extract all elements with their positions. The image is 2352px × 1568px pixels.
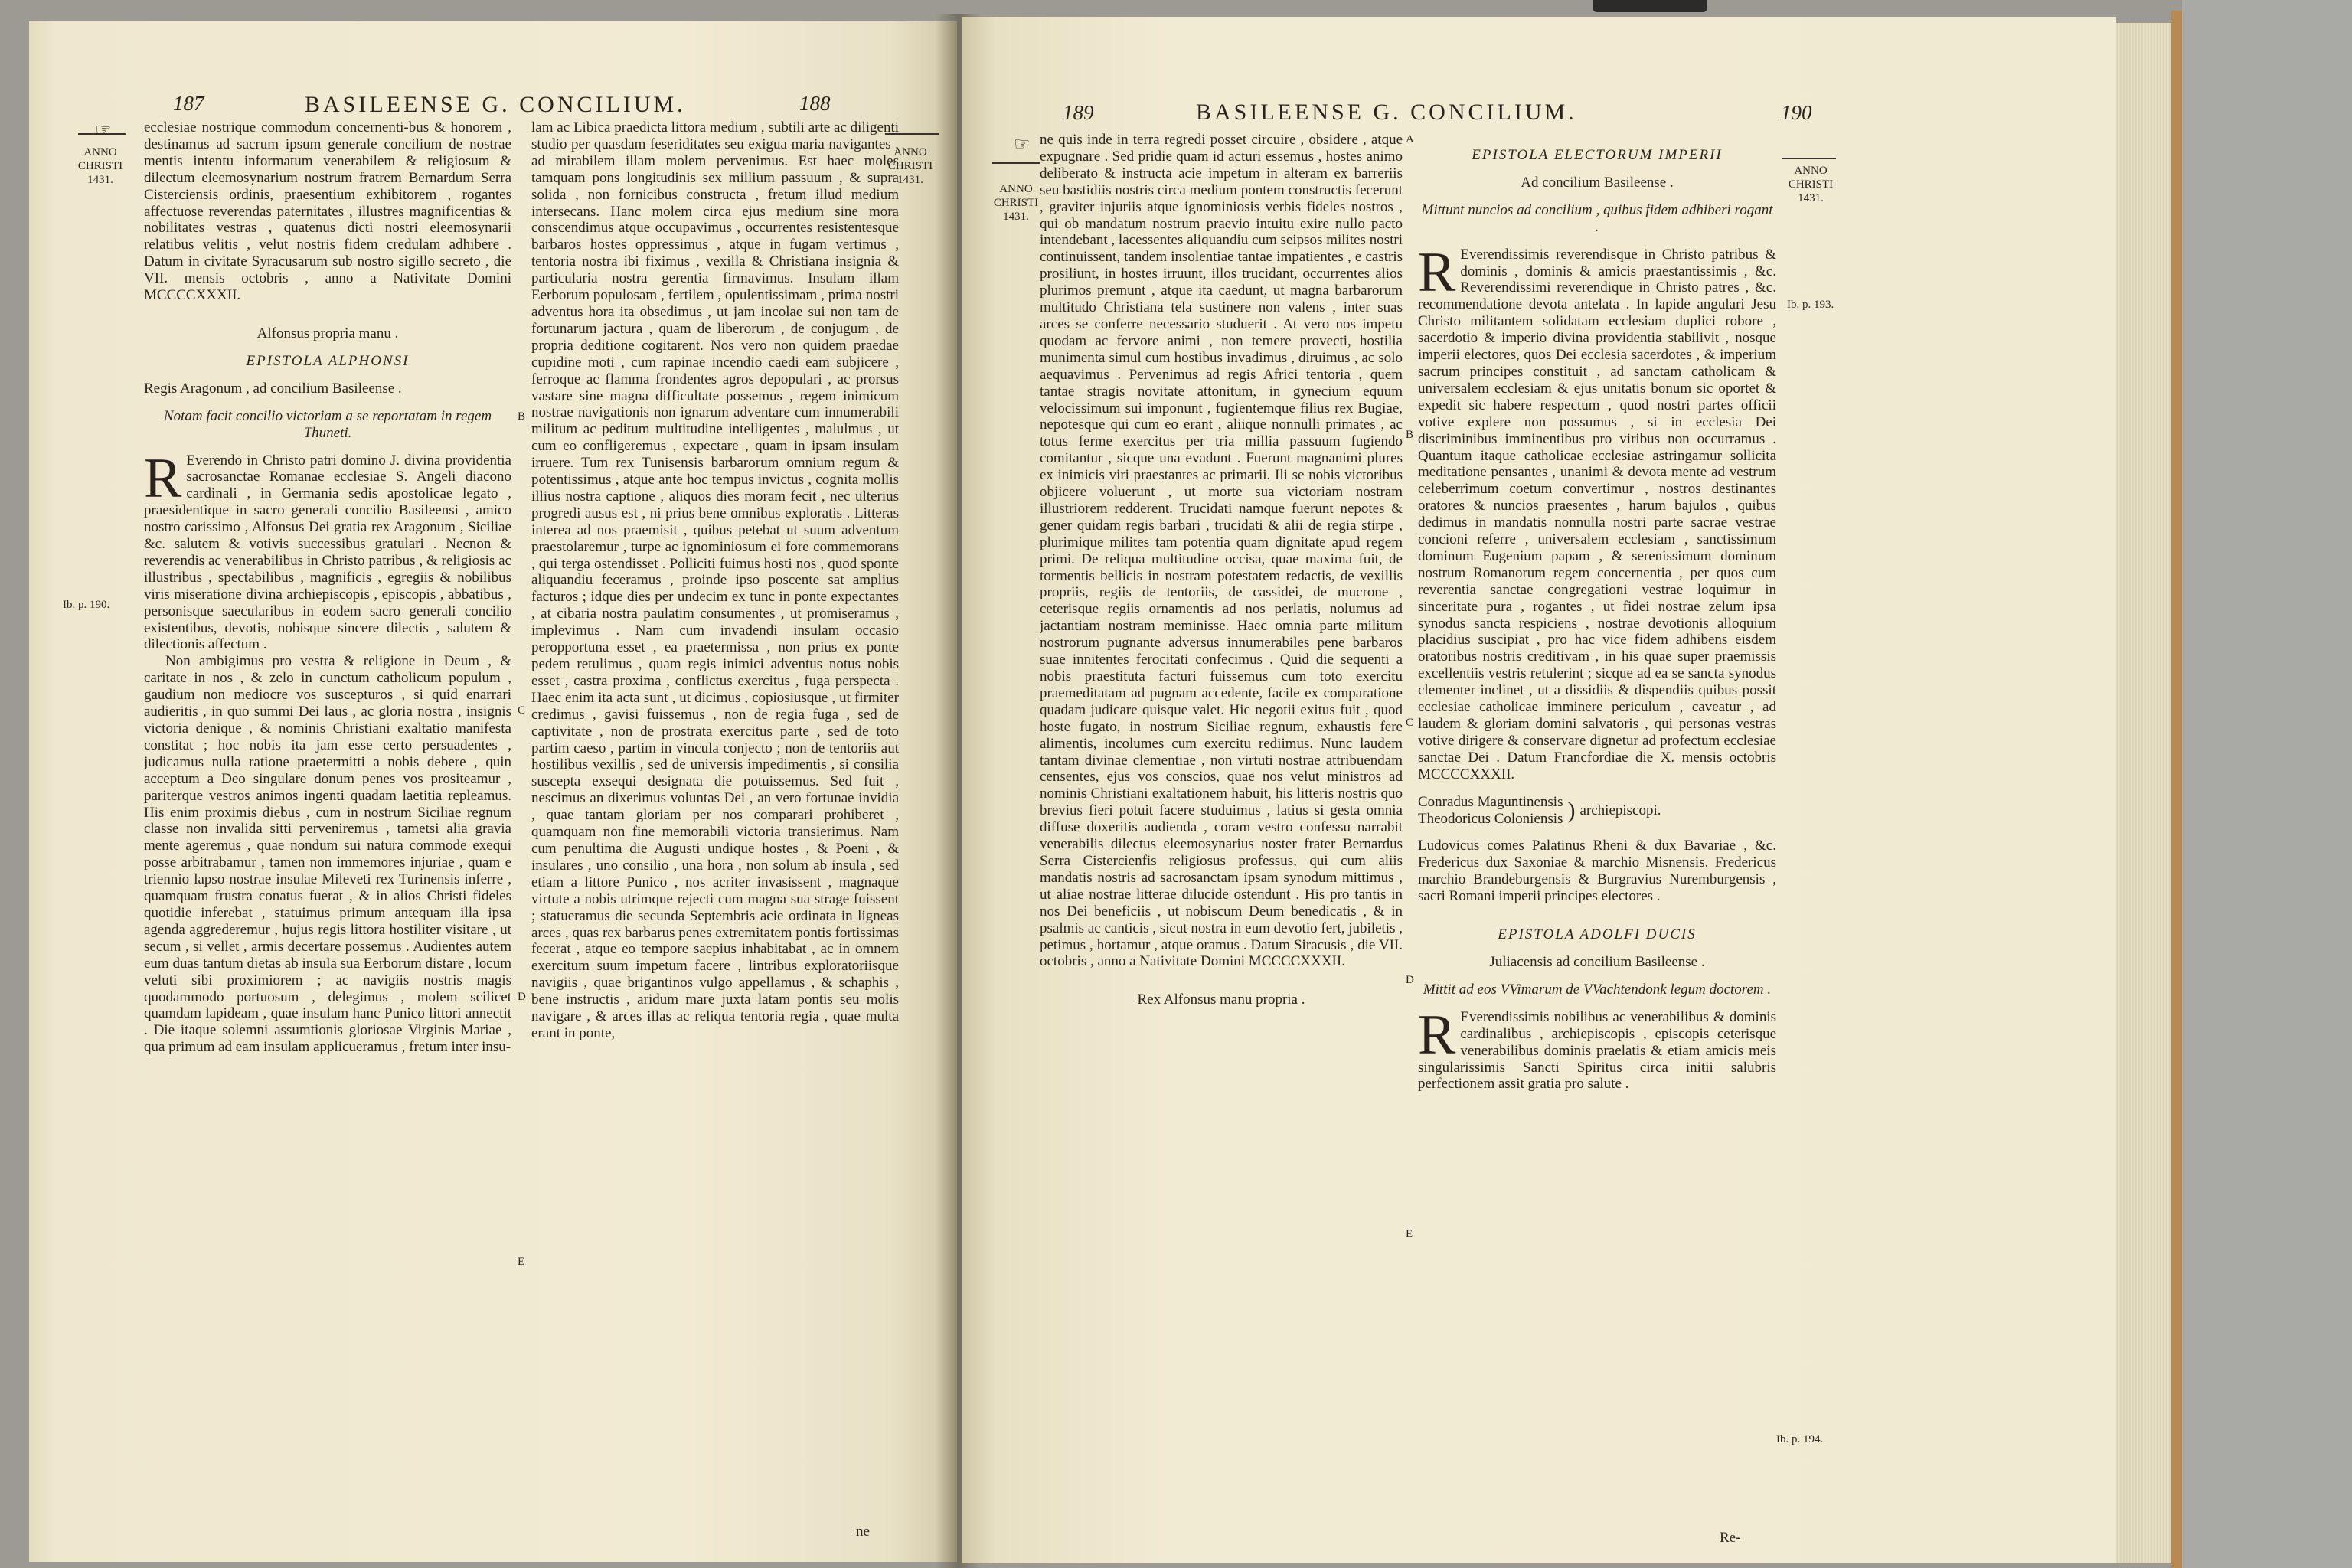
- running-head-right: BASILEENSE G. CONCILIUM.: [1196, 100, 1577, 125]
- anno-word: ANNO: [999, 183, 1033, 195]
- catchword: Re-: [1720, 1530, 1741, 1546]
- left-page-column-2: [531, 119, 899, 1524]
- signatory-name: Conradus Maguntinensis: [1418, 793, 1563, 810]
- epistle-addressee: Ad concilium Basileense .: [1521, 174, 1674, 191]
- anno-word: ANNO: [893, 146, 927, 158]
- epistle-summary: Mittunt nuncios ad concilium , quibus fidem adhiberi rogant .: [1421, 201, 1773, 235]
- page-number-190: 190: [1781, 101, 1812, 124]
- signature-line: Rex Alfonsus manu propria .: [1137, 991, 1305, 1008]
- anno-word: ANNO: [1794, 165, 1828, 177]
- left-page-column-1: [144, 119, 511, 1545]
- drop-cap: R: [1418, 240, 1456, 304]
- margin-rule-outer: [1782, 158, 1836, 159]
- epistle-title: EPISTOLA ADOLFI DUCIS: [1498, 926, 1697, 943]
- anno-year: 1431.: [1003, 211, 1029, 223]
- section-letter-a: A: [1406, 133, 1414, 145]
- princes-electors: Ludovicus comes Palatinus Rheni & dux Bavariae , &c. Fredericus dux Saxoniae & marchio Misnensis. Fredericus marchio Brandeburgensis & Burgravius Nuremburgensis , sacri Romani imperii principes electores .: [1418, 838, 1776, 905]
- section-letter-b: B: [1406, 429, 1414, 441]
- marginal-note-ref: Ib. p. 194.: [1776, 1433, 1824, 1446]
- signature-line: Alfonsus propria manu .: [256, 325, 399, 341]
- epistle-title: EPISTOLA ELECTORUM IMPERII: [1472, 147, 1723, 163]
- epistle-title: EPISTOLA ALPHONSI: [246, 352, 410, 369]
- epistle-body-text: Everendissimis nobilibus ac venerabilibus & dominis cardinalibus , archiepiscopis , episcopis ceterisque venerabilibus dominis praelatis & etiam amicis meis singularissimis Sancti Spiritus circa initii salubris perfectionem assit gratia pro salute .: [1418, 1008, 1776, 1093]
- epistle-body-opening: [1418, 240, 1776, 783]
- margin-anno-left: [74, 145, 127, 187]
- christi-word: CHRISTI: [1788, 178, 1834, 191]
- running-head-left: BASILEENSE G. CONCILIUM.: [305, 92, 686, 117]
- right-page: [962, 17, 2116, 1563]
- christi-word: CHRISTI: [993, 197, 1039, 209]
- section-letter-d: D: [518, 991, 526, 1003]
- marginal-note-ref: Ib. p. 190.: [63, 599, 110, 611]
- epistle-body-text: Everendo in Christo patri domino J. divina providentia sacrosanctae Romanae ecclesiae S. Angeli diacono cardinali , in Germania sedis apostolicae legato , praesidentique in sacro generali concilio Basileensi , amico nostro carissimo , Alfonsus Dei gratia rex Aragonum , Siciliae &c. salutem & votivis successibus gratulari . Necnon & reverendis ac venerabilibus in Christo patribus , & religiosis ac illustribus , spectabilibus , magnificis , egregiis & nobilibus viris miseratione divina archiepiscopis , episcopis , abbatibus , personisque saecularibus in eodem sacro generali concilio existentibus, devotis, nobisque sincere dilectis , salutem & dilectionis affectum .: [144, 452, 511, 653]
- signatories-list: [1418, 794, 1563, 828]
- epistle-body-opening: [1418, 1003, 1776, 1093]
- right-page-column-1: [1040, 132, 1403, 1479]
- christi-word: CHRISTI: [887, 160, 933, 172]
- section-letter-c: C: [1406, 717, 1414, 729]
- section-letter-b: B: [518, 410, 526, 423]
- anno-year: 1431.: [87, 174, 113, 186]
- epistle-addressee: Regis Aragonum , ad concilium Basileense .: [144, 380, 402, 397]
- signatories-block: [1418, 794, 1776, 828]
- background-surface: [2182, 0, 2352, 1568]
- section-letter-c: C: [518, 704, 526, 717]
- pointing-hand-icon: ☞: [1014, 135, 1031, 155]
- signatory-name: Theodoricus Coloniensis: [1418, 810, 1563, 827]
- catchword: ne: [856, 1524, 870, 1540]
- anno-year: 1431.: [1798, 192, 1824, 204]
- page-block-edge: [2116, 23, 2174, 1563]
- left-page: [29, 21, 957, 1562]
- epistle-body-text: Everendissimis reverendisque in Christo patribus & dominis , dominis & amicis praestantissimis , &c. Reverendissimi reverendique in Christo patres , &c. recommendatione devota antelata . In lapide angulari Jesu Christo militantem solidatam ecclesiam duplici robore , sacerdotio & imperio divina providentia stabilivit , nosque imperii electores, quos Dei ecclesia sacerdotes , & imperium sacrum principes constituit , ad sanctam catholicam & universalem ecclesiam & ejus unitatis bonum sic oportet & expedit sic habere respectum , quod nostri partes officii votive explere non possumus , si in ecclesia Dei discriminibus imminentibus pro viribus non occurramus . Quantum itaque catholicae ecclesiae astringamur sollicita meditatione pensantes , unanimi & devota mente ad vestrum celeberrimum coetum convertimur , nostros destinantes oratores & nuncios praesentes , harum bajulos , quibus dedimus in mandatis nonnulla nostri parte sacrae vestrae concioni referre , universalem ecclesiam , sanctissimum dominum Eugenium papam , & serenissimum dominum nostrum Romanorum regem concernentia , per quos cum reverentia sanctae congregationi vestrae loquimur in sinceritate pura , rogantes , ut fidei nostrae zelum ipsa synodus sancta respiciens , nostrae devotionis alloquium placidius suscipiat , pro hac vice fidem adhibens eisdem oratoribus nostris creditivam , in his quae super praemissis excellentiis vestris retulerint ; sicque ad ea se sancta synodus clementer inclinet , ut a dissidiis & dispendiis quibus possit ecclesiae catholicae imminere periculum , caveatur , ad laudem & gloriam domini salvatoris , qui personas vestras votive dirigere & conservare dignetur ad profectum ecclesiae sanctae Dei . Datum Francfordiae die X. mensis octobris MCCCCXXXII.: [1418, 246, 1776, 782]
- section-letter-d: D: [1406, 974, 1414, 986]
- epistle-addressee: Juliacensis ad concilium Basileense .: [1489, 953, 1705, 970]
- margin-anno-outer: [1784, 164, 1838, 205]
- page-clip: [1592, 0, 1707, 12]
- pointing-hand-icon: ☞: [95, 121, 112, 141]
- signatories-title: archiepiscopi.: [1579, 802, 1661, 818]
- margin-rule-inner: [992, 162, 1040, 164]
- page-number-189: 189: [1063, 101, 1094, 124]
- margin-anno-inner: [989, 182, 1043, 224]
- drop-cap: R: [1418, 1003, 1456, 1067]
- epistle-body-continued: lam ac Libica praedicta littora medium , subtili arte ac diligenti studio per quasdam feseriditates seu exigua maria navigantes , ad mirabilem illam molem pervenimus. Est haec moles tamquam pons longitudinis sex millium passuum , & supra solida , non fornicibus constructa , fretum illud medium intersecans. Hanc molem circa ejus medium sine mora conscendimus atque occupavimus , occurrentes resistentesque barbaros hostes oppressimus , atque in fugam vertimus , tentoria nostra ibi fiximus , vexilla & Christiana insignia & particularia nostra gerentia firmavimus. Insulam illam Eerborum populosam , fertilem , opulentissimam , prima nostri adventus hora ita obsedimus , ut jam incolae sui non tam de fortunarum jactura , quam de liberorum , de conjugum , de propria deditione cogitarent. Nos vero non quidem praedae cupidine moti , cum rapinae incendio caedi eam subjicere , ferroque ac flamma frondentes agros depopulari , ac prorsus vastare sine magna difficultate possemus , regem inimicum nostrae navigationis non ignarum adventare cum innumerabili militum ac peditum multitudine intelligentes , malulmus , ut cum eo confligeremus , expectare , quam in ipsam insulam irruere. Tum rex Tunisensis barbarorum omnium regum & potentissimus , atque ante hoc tempus invictus , cognita mollis illius nostra captione , aliquos dies moram fecit , nec ulterius progredi ausus est , ni prius bene omnibus exploratis . Litteras interea ad nos praemisit , quibus petebat ut suum adventum praestolaremur , turpe ac ignominiosum ei fore commemorans , qui terga ostendisset . Polliciti fuimus hosti nos , quod sponte aliquandiu feceramus , proinde ipso poscente sat amplius facturos ; idque dies per undecim ex tunc in ponte expectantes , at cibaria nostra paulatim consumentes , ut promiseramus , implevimus . Nam cum invadendi insulam occasio peropportuna esset , ea praetermissa , non prius ex ponte pedem retulimus , quam regis inimici adventus notus nobis esset , castra proxima , conflictus exercitus , fuga perspecta . Haec enim ita acta sunt , ut dicimus , copiosiusque , ut firmiter credimus , gavisi fuissemus , non de regia fuga , sed de captivitate , non de prostrata exercitus parte , sed de toto partim caeso , partim in vincula conjecto ; non de tentoriis aut hostilibus vexillis , sed de universis impedimentis , si consilia suscepta exsequi designata die potuissemus. Sed fuit , nescimus an dixerimus voluntas Dei , an vero fortunae invidia , quae tantam gloriam per nos comparari prohiberet , quamquam non fine memorabili victoria transierimus. Nam cum penultima die Augusti undique hostes , & Poeni , & insulares , uno consilio , una hora , non solum ab insula , sed etiam a littore Punico , nos acriter invasissent , magnaque virtute a nobis utrimque rejecti cum magna sua strage fuissent ; statueramus die secunda Septembris acie ordinata in ligneas arces , quas rex barbarus penes extremitatem pontis fortissimas fecerat , atque eo tempore saepius inhabitabat , ac in omnem exercitum suum impetum facere , lintribus exploratoriisque navigiis , quae brigantinos vulgo appellamus , & schaphis , bene instructis , aridum mare juxta latam pontis seu molis navigare , & arces illas ac reliqua tentoria regia , quae multa erant in ponte,: [531, 119, 899, 1041]
- marginal-note-ref: Ib. p. 193.: [1787, 299, 1834, 311]
- section-letter-e: E: [1406, 1228, 1413, 1240]
- anno-word: ANNO: [83, 146, 117, 158]
- christi-word: CHRISTI: [77, 160, 123, 172]
- page-number-188: 188: [799, 92, 831, 115]
- epistle-summary: Notam facit concilio victoriam a se reportatam in regem Thuneti.: [163, 407, 492, 441]
- letter-closing-text: ecclesiae nostrique commodum concernenti-bus & honorem , destinamus ad sacrum ipsum generale concilium de nostrae mentis intentu informatum venerabilem & religiosum & dilectum eleemosynarium nostrum fratrem Bernardum Serra Cisterciensis ordinis, praesentium exhibitorem , rogantes affectuose reverendas paternitates , illustres magnificentias & nobilitates vestras , quatenus dicti nostri eleemosynarii relatibus velitis , velut nostris fidem credulam adhibere . Datum in civitate Syracusarum sub nostro sigillo secreto , die VII. mensis octobris , anno a Nativitate Domini MCCCCXXXII.: [144, 119, 511, 304]
- section-letter-e: E: [518, 1256, 525, 1268]
- right-page-column-2: [1418, 147, 1776, 1534]
- cover-board-edge: [2171, 11, 2182, 1568]
- drop-cap: R: [144, 446, 182, 510]
- epistle-body-continued: ne quis inde in terra regredi posset circuire , obsidere , atque expugnare . Sed pridie quam id acturi essemus , hostes animo deliberato & instructa acie impetum in alteram ex barreriis seu bastidiis nostris circa medium pontem constructis fecerunt , graviter injuriis atque ignominiosis verbis fideles nostros , qui ob mandatum nostrum praevio intuitu exire nullo pacto intendebant , lacessentes aliquandiu cum seipsos milites nostri continuissent, tandem insolentiae tantae impatientes , e castris prosiliunt, in hostes irruunt, illos trucidant, occurrentes alios plurimos premunt , atque ita caedunt, ut magna barbarorum multitudo Christiana tela sustinere non valens , inter suas arces se conferre necessario studuerit . At vero nos impetu quodam ac fervore animi , non temere provecti, hostilia munimenta simul cum hostibus invadimus , diruimus , ac solo aequavimus . Pervenimus ad regis Africi tentoria , quem tantae stragis novitate attonitum, in gynecium equum velocissimum sui imponunt , fugientemque filius rex Bugiae, nepotesque qui cum eo erant , aliique nonnulli primates , ac totus ferme exercitus per tria millia passuum fugiendo comitantur , sicque una evadunt . Fuerunt magnanimi plures ex inimicis viri praestantes ac primarii. Ili se nobis victoribus objicere voluerunt , ut morte sua victoriam nostram illustriorem redderent. Trucidati namque fuerunt nepotes & gener quidam regis barbari , trucidati & alii de regia stirpe , plurimique milites tam potentia quam dignitate apud regem primi. De reliqua multitudine occisa, quae maxima fuit, de tormentis bellicis in nostram potestatem redactis, de vexillis propriis, regiis de tentoriis, de cassidei, de mucrone , ceterisque regiis ornamentis ad nos perlatis, nolumus ad jactantiam nostram meminisse. Haec omnia parte militum nostrorum pugnante adversus innumerabiles pene barbaros suae innitentes ferocitati confecimus . Quid die sequenti a nobis praestituta facturi fuissemus cum toto exercitu praemeditatam ad pugnam accedente, facile ex comparatione quadam judicare quisque valet. Hic negotii exitus fuit , quod hoste fugato, in nostrum Siciliae regnum, exhaustis fere alimentis, incolumes cum exercitu rediimus. Nunc laudem tantam divinae clementiae , non virtuti nostrae attribuendam censentes, ejus vos conscios, quae nos velut ministros ad nominis Christiani exaltationem habuit, his litteris nostris quo brevius fieri potuit facere studuimus , latius si gesta omnia diffuse doxeritis audienda , coram vestro confessu narrabit venerabilis dilectus eleemosynarius noster frater Bernardus Serra Cistercienfis religiosus professus, qui cum aliis mandatis nostris ad sacrosanctam ipsam synodum mittimus , ut aliae nostrae litterae dilucide ostendunt . His pro tantis in nos Dei beneficiis , ut nobiscum Deum benedicatis , & in psalmis ac canticis , sicut nostra in eum devotio fert, jubiletis , petimus , hortamur , atque oramus . Datum Siracusis , die VII. octobris , anno a Nativitate Domini MCCCCXXXII.: [1040, 132, 1403, 970]
- anno-year: 1431.: [897, 174, 923, 186]
- epistle-body-opening: [144, 446, 511, 654]
- epistle-summary: Mittit ad eos VVimarum de VVachtendonk legum doctorem .: [1423, 981, 1772, 998]
- brace-glyph: ): [1567, 797, 1576, 823]
- epistle-body-paragraph: Non ambigimus pro vestra & religione in Deum , & caritate in nos , & zelo in cunctum catholicum populum , gaudium non mediocre vos suscepturos , si quid enarrari audieritis , in quo summi Dei laus , ac gloria nostra , insignis victoria denique , & nominis Christiani exaltatio manifesta constitat ; hoc nobis ita jam esse certo persuadentes , judicamus nulla ratione praetermitti a nobis debere , quin acceptum a Deo singulare donum penes vos prositeamur , pariterque vestros animos ingenti quadam laetitia repleamus. His enim proximis diebus , cum in nostrum Siciliae regnum classe non invalida sitti perveniremus , tametsi alia gravia mente ageremus , quae nondum sui natura commode exequi posse arbitrabamur , tamen non immemores injuriae , quam e triennio lapso nostrae insulae Mileveti rex Turinensis inferre , quamquam frustra conatus fuerat , & in alios Christi fideles quotidie inferebat , statuimus primum antequam illa ipsa agenda aggrederemur , hujus regis littora hostiliter visitare , ut secum , si vellet , armis decertare possemus . Audientes autem eum duas tantum dietas ab insula sua Eerborum distare , locum veluti sibi proximiorem ; ac navigiis nostris magis quodammodo portuosum , delegimus , molem scilicet quamdam lapideam , quae insulam hanc Punico littori annectit . Die itaque solemni assumtionis gloriosae Virginis Mariae , qua primum ad eam insulam applicueramus , fretum inter insu-: [144, 653, 511, 1056]
- page-number-187: 187: [173, 92, 204, 115]
